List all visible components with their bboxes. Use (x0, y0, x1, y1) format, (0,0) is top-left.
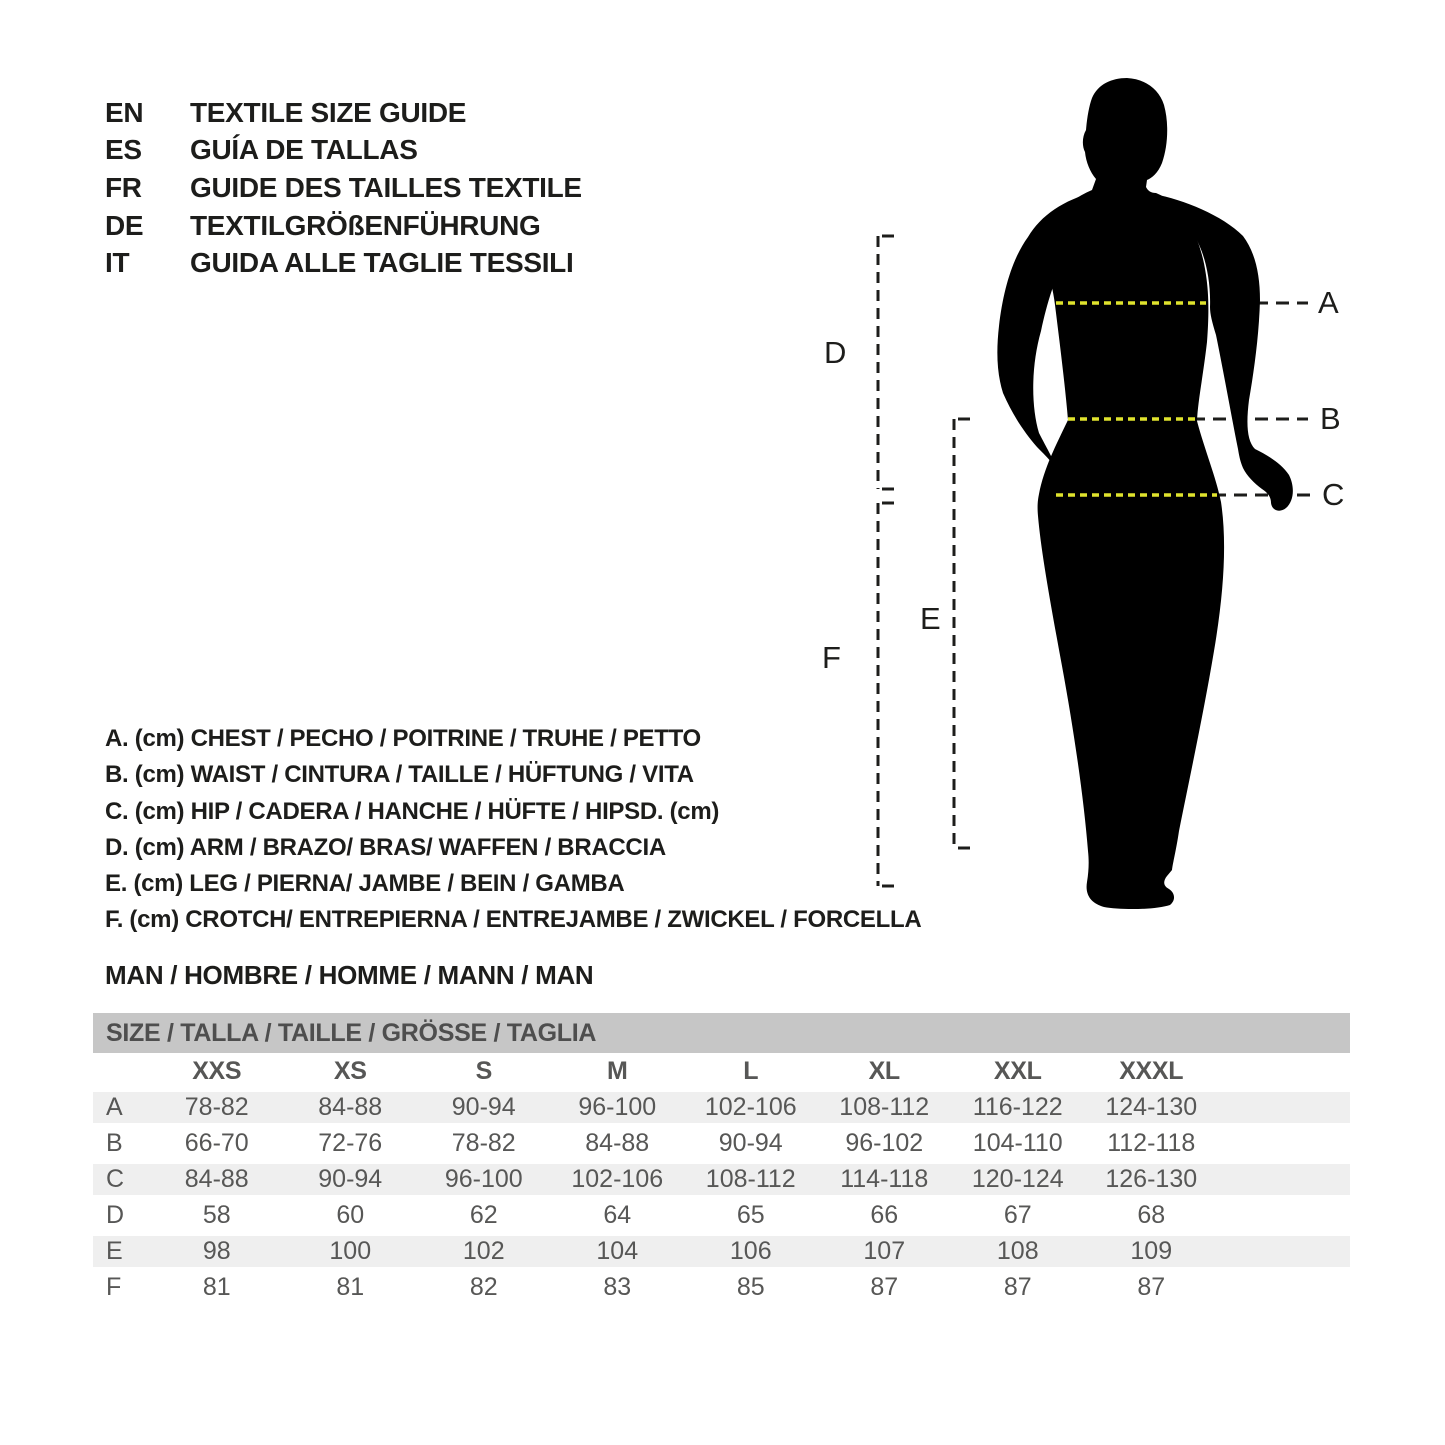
table-row-crotch (93, 1269, 1350, 1305)
table-row-arm (93, 1197, 1350, 1233)
legend-item-leg: E. (cm) LEG / PIERNA/ JAMBE / BEIN / GAMBA (105, 870, 625, 898)
cell-filler (1218, 1197, 1350, 1233)
legend-item-waist: B. (cm) WAIST / CINTURA / TAILLE / HÜFTUNG / VITA (105, 761, 694, 789)
cell-filler (1218, 1125, 1350, 1161)
measurement-legend (105, 721, 921, 939)
row-key: E (106, 1237, 123, 1265)
cell: 78-82 (451, 1129, 516, 1157)
cell: 104 (596, 1237, 639, 1265)
cell: 64 (603, 1201, 632, 1229)
cell: 84-88 (184, 1165, 249, 1193)
language-title: GUÍA DE TALLAS (190, 134, 418, 166)
cell: 96-100 (578, 1093, 657, 1121)
size-col-header: XL (868, 1057, 900, 1085)
cell: 120-124 (971, 1165, 1064, 1193)
cell: 87 (870, 1273, 899, 1301)
cell: 66-70 (184, 1129, 249, 1157)
row-key: D (106, 1201, 125, 1229)
cell: 90-94 (718, 1129, 783, 1157)
cell: 72-76 (318, 1129, 383, 1157)
measure-label-hip: C (1322, 477, 1345, 512)
cell: 102 (462, 1237, 505, 1265)
category-label: MAN / HOMBRE / HOMME / MANN / MAN (105, 960, 594, 990)
row-key: B (106, 1129, 123, 1157)
row-key: F (106, 1273, 122, 1301)
cell: 98 (202, 1237, 231, 1265)
cell: 66 (870, 1201, 899, 1229)
cell-filler (1218, 1161, 1350, 1197)
cell: 81 (336, 1273, 365, 1301)
cell: 104-110 (972, 1129, 1063, 1157)
measure-label-leg: E (920, 601, 941, 636)
cell: 124-130 (1105, 1093, 1198, 1121)
cell: 96-102 (845, 1129, 924, 1157)
measure-label-arm: D (824, 335, 847, 370)
table-row-leg (93, 1233, 1350, 1269)
cell-filler (1218, 1089, 1350, 1125)
cell: 102-106 (571, 1165, 664, 1193)
size-col-header: XXL (993, 1057, 1042, 1085)
language-title: TEXTILGRÖßENFÜHRUNG (190, 209, 541, 241)
cell: 62 (469, 1201, 498, 1229)
cell: 65 (736, 1201, 765, 1229)
cell: 78-82 (184, 1093, 249, 1121)
legend-item-hip: C. (cm) HIP / CADERA / HANCHE / HÜFTE / HIPSD. (cm) (105, 797, 720, 825)
cell: 109 (1130, 1237, 1173, 1265)
cell: 60 (336, 1201, 365, 1229)
size-col-header: L (743, 1057, 759, 1085)
measure-label-waist: B (1320, 401, 1341, 436)
language-title: TEXTILE SIZE GUIDE (190, 96, 467, 128)
language-code: EN (105, 96, 144, 128)
cell: 83 (603, 1273, 632, 1301)
measure-label-crotch: F (822, 640, 841, 675)
language-title: GUIDA ALLE TAGLIE TESSILI (190, 247, 574, 279)
language-code: IT (105, 247, 130, 279)
row-key: A (106, 1093, 123, 1121)
cell: 112-118 (1107, 1129, 1196, 1157)
table-row-waist (93, 1125, 1350, 1161)
size-col-header: XS (333, 1057, 367, 1085)
size-col-header: XXS (192, 1057, 242, 1085)
cell: 81 (202, 1273, 231, 1301)
cell-filler (1218, 1233, 1350, 1269)
cell: 108-112 (705, 1165, 796, 1193)
cell: 107 (863, 1237, 906, 1265)
cell: 90-94 (451, 1093, 516, 1121)
cell: 87 (1137, 1273, 1166, 1301)
cell: 116-122 (972, 1093, 1063, 1121)
size-header-row (93, 1053, 1350, 1089)
cell: 102-106 (704, 1093, 797, 1121)
size-col-filler (1218, 1053, 1350, 1089)
size-table (93, 1013, 1350, 1305)
cell-filler (1218, 1269, 1350, 1305)
size-col-header: S (475, 1057, 492, 1085)
legend-item-arm: D. (cm) ARM / BRAZO/ BRAS/ WAFFEN / BRACCIA (105, 833, 666, 861)
language-code: FR (105, 171, 142, 203)
table-row-chest (93, 1089, 1350, 1125)
size-col-header: M (606, 1057, 628, 1085)
size-header-spacer (93, 1053, 150, 1089)
cell: 67 (1003, 1201, 1032, 1229)
cell: 106 (729, 1237, 772, 1265)
cell: 114-118 (840, 1165, 929, 1193)
cell: 82 (469, 1273, 498, 1301)
row-key: C (106, 1165, 125, 1193)
cell: 96-100 (444, 1165, 523, 1193)
cell: 84-88 (585, 1129, 650, 1157)
size-col-header: XXXL (1119, 1057, 1184, 1085)
cell: 87 (1003, 1273, 1032, 1301)
cell: 100 (329, 1237, 372, 1265)
cell: 84-88 (318, 1093, 383, 1121)
cell: 108 (996, 1237, 1039, 1265)
cell: 85 (736, 1273, 765, 1301)
legend-item-chest: A. (cm) CHEST / PECHO / POITRINE / TRUHE / PETTO (105, 725, 701, 752)
measure-label-chest: A (1318, 285, 1339, 320)
cell: 68 (1137, 1201, 1166, 1229)
legend-item-crotch: F. (cm) CROTCH/ ENTREPIERNA / ENTREJAMBE / ZWICKEL / FORCELLA (105, 906, 922, 934)
cell: 126-130 (1105, 1165, 1198, 1193)
cell: 108-112 (839, 1093, 930, 1121)
cell: 90-94 (318, 1165, 383, 1193)
language-title: GUIDE DES TAILLES TEXTILE (190, 171, 582, 203)
language-code: ES (105, 134, 142, 166)
language-code: DE (105, 209, 144, 241)
cell: 58 (202, 1201, 231, 1229)
table-title-bar: SIZE / TALLA / TAILLE / GRÖSSE / TAGLIA (93, 1013, 1350, 1053)
table-row-hip (93, 1161, 1350, 1197)
